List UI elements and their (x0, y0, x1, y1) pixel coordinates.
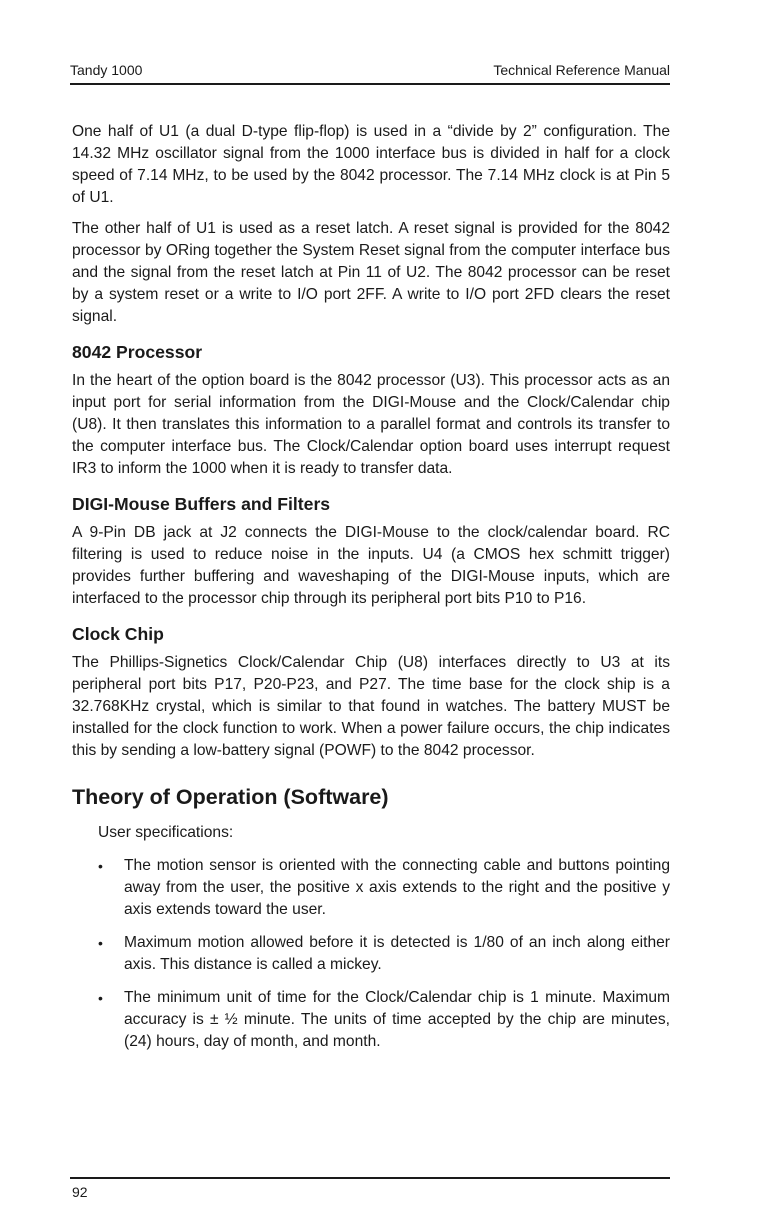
list-item-text: Maximum motion allowed before it is detected is 1/80 of an inch along either axis. This distance is called a mickey. (124, 934, 670, 973)
paragraph-clock-chip: The Phillips-Signetics Clock/Calendar Chip (U8) interfaces directly to U3 at its peripheral port bits P17, P20-P23, and P27. The time base for the clock ship is a 32.768KHz crystal, which is similar to that found in watches. The battery MUST be installed for the clock function to work. When a power failure occurs, the chip indicates this by sending a low-battery signal (POWF) to the 8042 processor. (72, 654, 670, 759)
bullet-icon: • (98, 858, 103, 874)
paragraph-8042-processor: In the heart of the option board is the 8042 processor (U3). This processor acts as an input port for serial information from the DIGI-Mouse and the Clock/Calendar chip (U8). It then translates this information to a parallel format and controls its transfer to the computer interface bus. The Clock/Calendar option board uses interrupt request IR3 to inform the 1000 when it is ready to transfer data. (72, 372, 670, 477)
paragraph-reset-latch: The other half of U1 is used as a reset latch. A reset signal is provided for the 8042 processor by ORing together the System Reset signal from the computer interface bus and the signal from the reset latch at Pin 11 of U2. The 8042 processor can be reset by a system reset or a write to I/O port 2FF. A write to I/O port 2FD clears the reset signal. (72, 220, 670, 325)
header-rule (70, 83, 670, 85)
paragraph-digi-mouse-buffers: A 9-Pin DB jack at J2 connects the DIGI-Mouse to the clock/calendar board. RC filtering is used to reduce noise in the inputs. U4 (a CMOS hex schmitt trigger) provides further buffering and waveshaping of the DIGI-Mouse inputs, which are interfaced to the processor chip through its peripheral port bits P10 to P16. (72, 524, 670, 607)
list-item (72, 987, 670, 1053)
heading-theory-of-operation: Theory of Operation (Software) (72, 785, 389, 809)
footer-rule (70, 1177, 670, 1179)
list-item-text: The minimum unit of time for the Clock/Calendar chip is 1 minute. Maximum accuracy is ± ½ minute. The units of time accepted by the chip are minutes, (24) hours, day of month, and month. (124, 989, 670, 1050)
heading-digi-mouse-buffers: DIGI-Mouse Buffers and Filters (72, 494, 331, 514)
header-manual-name: Tandy 1000 (70, 62, 143, 78)
running-header (70, 61, 670, 83)
bullet-icon: • (98, 990, 103, 1006)
page-body (72, 121, 670, 1053)
page-number: 92 (72, 1184, 88, 1200)
heading-8042-processor: 8042 Processor (72, 342, 203, 362)
paragraph-divide-by-2: One half of U1 (a dual D-type flip-flop) is used in a “divide by 2” configuration. The 14.32 MHz oscillator signal from the 1000 interface bus is divided in half for a clock speed of 7.14 MHz, to be used by the 8042 processor. The 7.14 MHz clock is at Pin 5 of U1. (72, 123, 670, 206)
list-item (72, 932, 670, 976)
bullet-icon: • (98, 935, 103, 951)
list-item (72, 855, 670, 921)
heading-clock-chip: Clock Chip (72, 624, 164, 644)
specification-list (72, 855, 670, 1053)
header-manual-title: Technical Reference Manual (493, 62, 670, 78)
list-item-text: The motion sensor is oriented with the connecting cable and buttons pointing away from the user, the positive x axis extends to the right and the positive y axis extends toward the user. (124, 857, 670, 918)
paragraph-user-specifications: User specifications: (98, 824, 234, 841)
